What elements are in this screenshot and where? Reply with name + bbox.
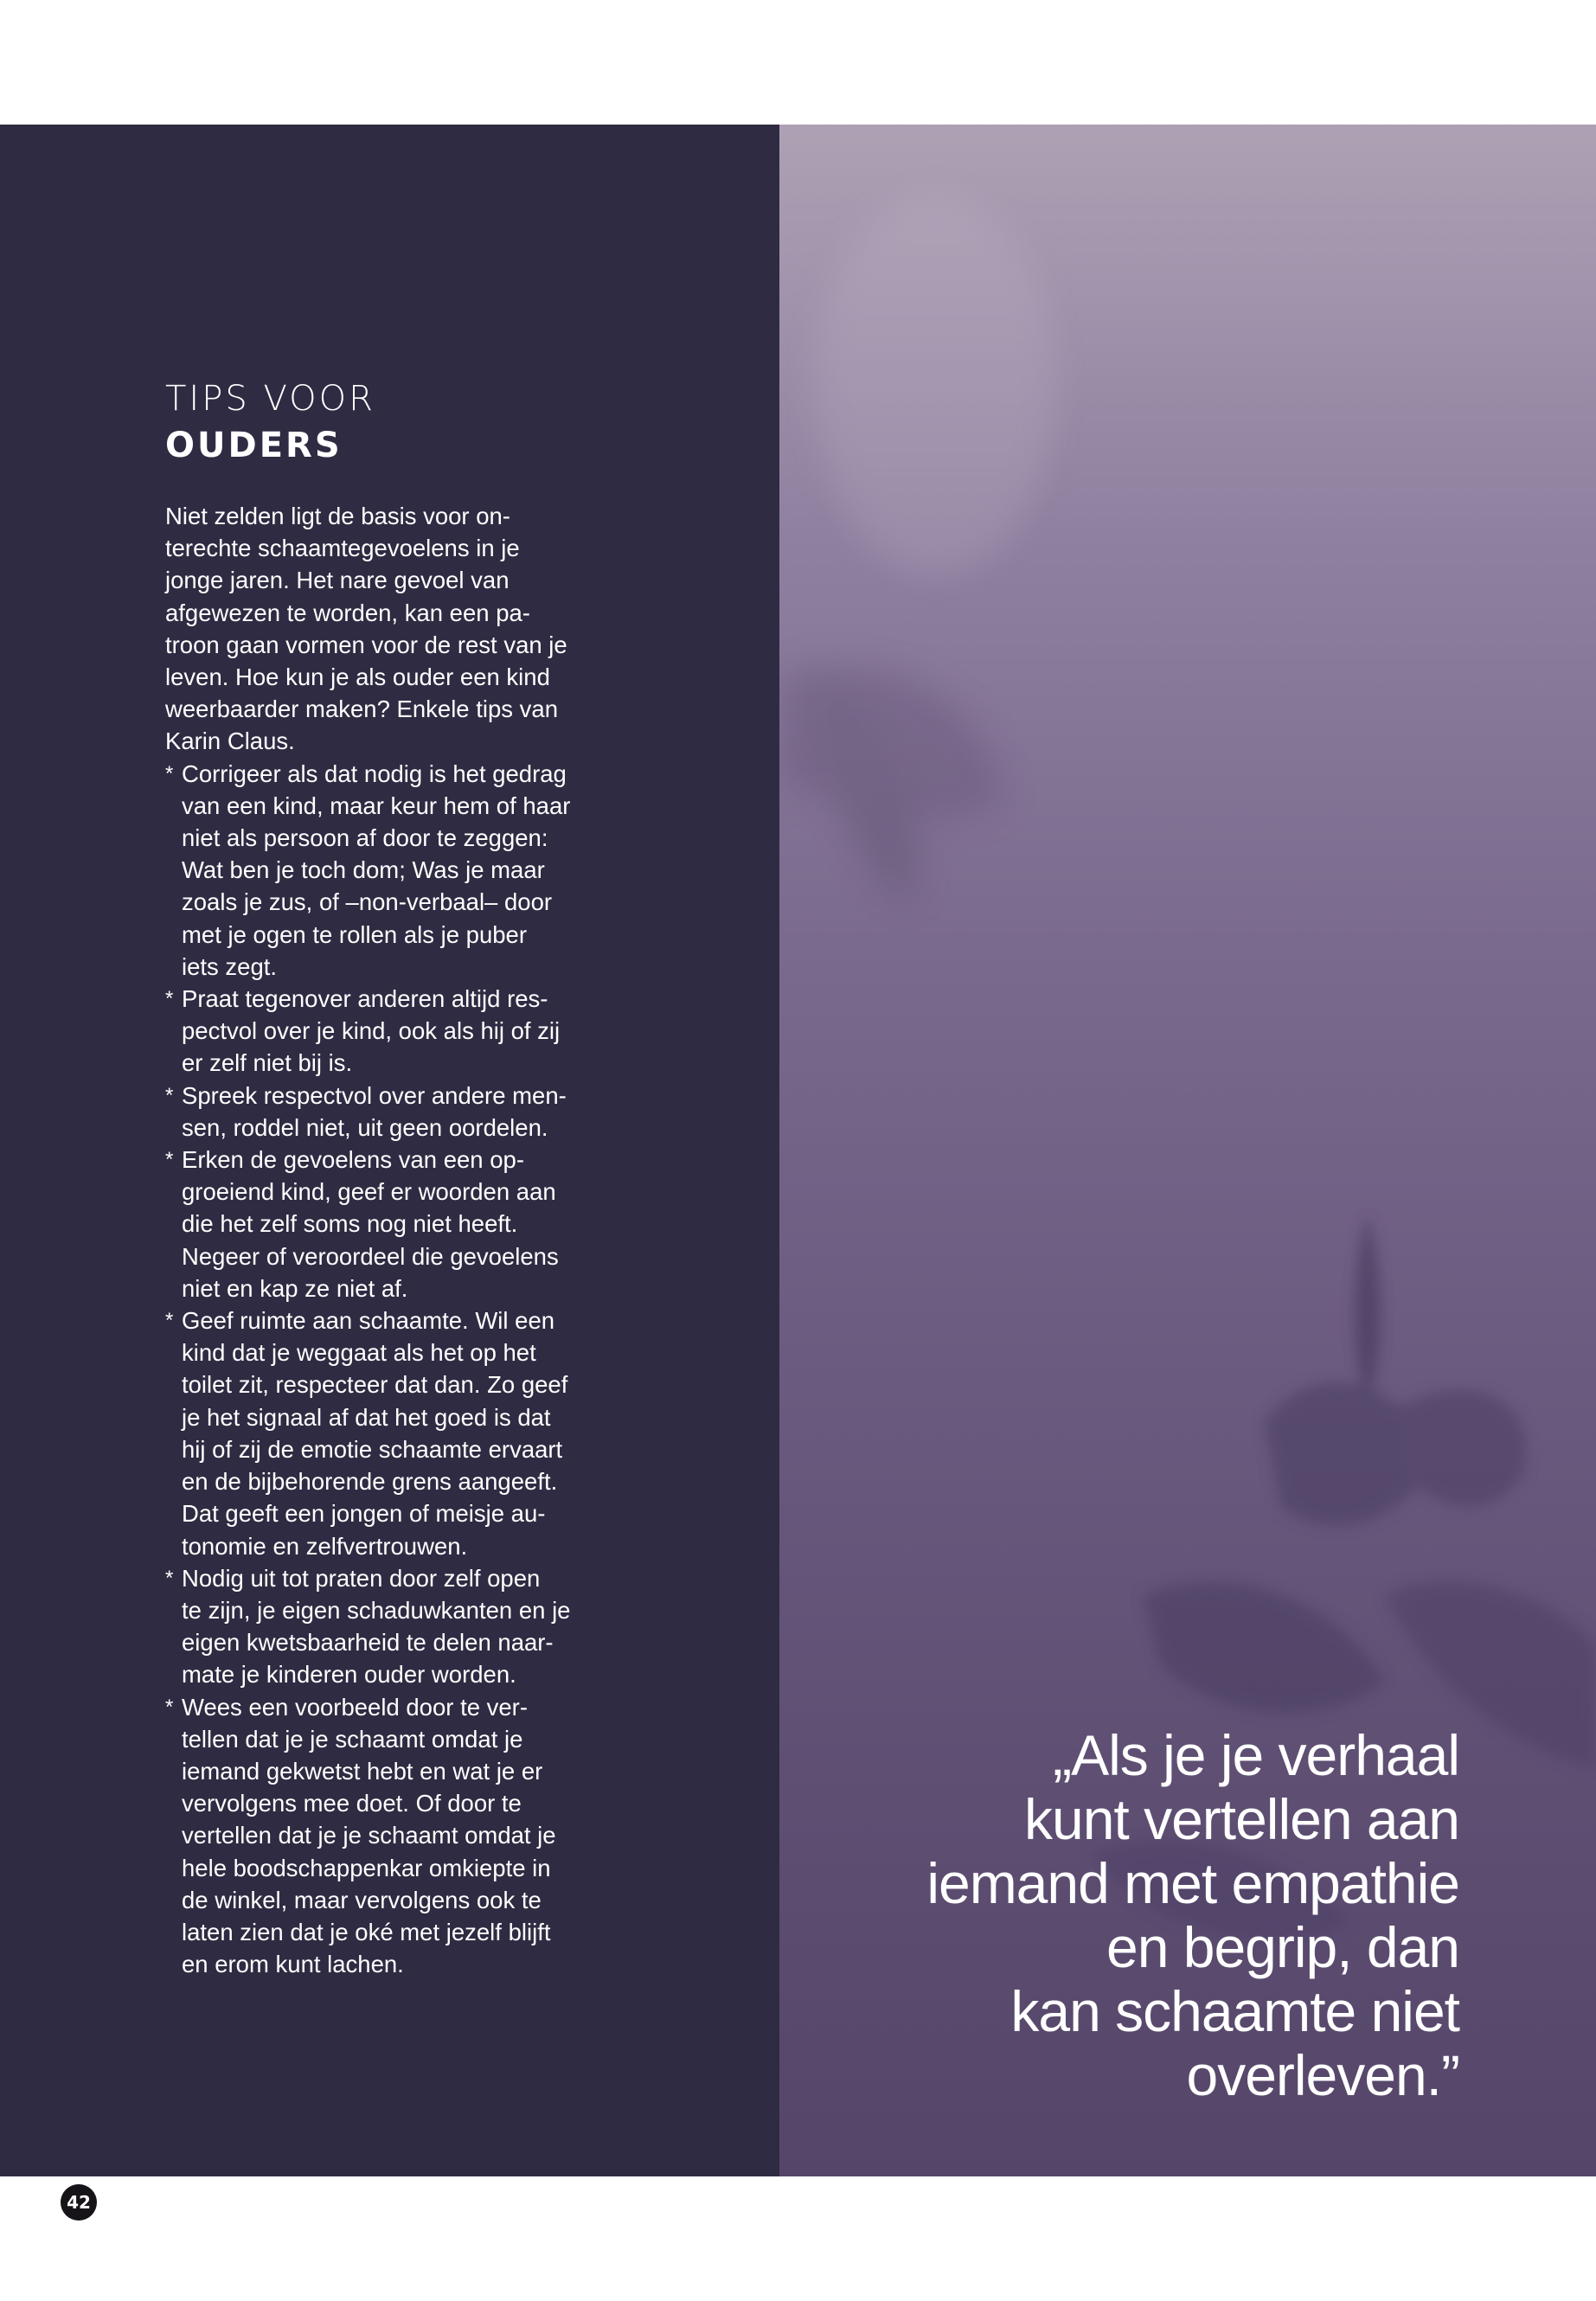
tips-list [165,758,615,1981]
tip-bullet: * [165,1148,174,1172]
magazine-spread [0,125,1596,2213]
tip-text: Praat tegenover anderen altijd res- pectvol over je kind, ook als hij of zij er zelf niet bij is. [182,985,561,1077]
heading-line-1: TIPS VOOR [165,379,375,419]
section-heading [165,375,375,469]
tip-item [165,1144,615,1304]
text-panel [0,125,779,2213]
tip-text: Spreek respectvol over andere men- sen, roddel niet, uit geen oordelen. [182,1081,567,1141]
intro-paragraph: Niet zelden ligt de basis voor on- terechte schaamtegevoelens in je jonge jaren. Het nare gevoel van afgewezen te worden, kan een pa- troon gaan vormen voor de rest van je leven. Hoe kun je als ouder een kind weerbaarder maken? Enkele tips van Karin Claus. [165,503,567,755]
heading-line-2: OUDERS [165,426,343,465]
tip-item [165,1080,615,1144]
tip-bullet: * [165,1083,174,1107]
tip-item [165,1304,615,1562]
tip-text: Geef ruimte aan schaamte. Wil een kind dat je weggaat als het op het toilet zit, respecteer dat dan. Zo geef je het signaal af dat het goed is dat hij of zij de emotie schaamte ervaart en de bijbehorende grens aangeeft. Dat geeft een jongen of meisje au- tonomie en zelfvertrouwen. [182,1307,568,1560]
tip-item [165,1562,615,1691]
photo-panel [779,125,1596,2176]
tip-item [165,758,615,983]
page-number-badge: 42 [61,2184,97,2221]
pull-quote: „Als je je verhaal kunt vertellen aan iemand met empathie en begrip, dan kan schaamte niet overleven.” [926,1723,1459,2107]
tip-text: Corrigeer als dat nodig is het gedrag van een kind, maar keur hem of haar niet als persoon af door te zeggen: Wat ben je toch dom; Was je maar zoals je zus, of –non-verbaal– door met je ogen te rollen als je puber iets zegt. [182,760,571,980]
tip-item [165,1691,615,1981]
tip-text: Nodig uit tot praten door zelf open te zijn, je eigen schaduwkanten en je eigen kwetsbaarheid te delen naar- mate je kinderen ouder worden. [182,1564,571,1689]
tip-bullet: * [165,1566,174,1590]
tip-bullet: * [165,987,174,1011]
tip-text: Wees een voorbeeld door te ver- tellen dat je je schaamt omdat je iemand gekwetst hebt en wat je er vervolgens mee doet. Of door te vertellen dat je je schaamt omdat je hele boodschappenkar omkiepte in de winkel, maar vervolgens ook te laten zien dat je oké met jezelf blijft en erom kunt lachen. [182,1693,556,1978]
tip-bullet: * [165,1309,174,1333]
tip-item [165,983,615,1080]
article-body [165,500,615,1980]
tip-bullet: * [165,1695,174,1719]
tip-text: Erken de gevoelens van een op- groeiend kind, geef er woorden aan die het zelf soms nog niet heeft. Negeer of veroordeel die gevoelens niet en kap ze niet af. [182,1146,559,1302]
tip-bullet: * [165,761,174,785]
